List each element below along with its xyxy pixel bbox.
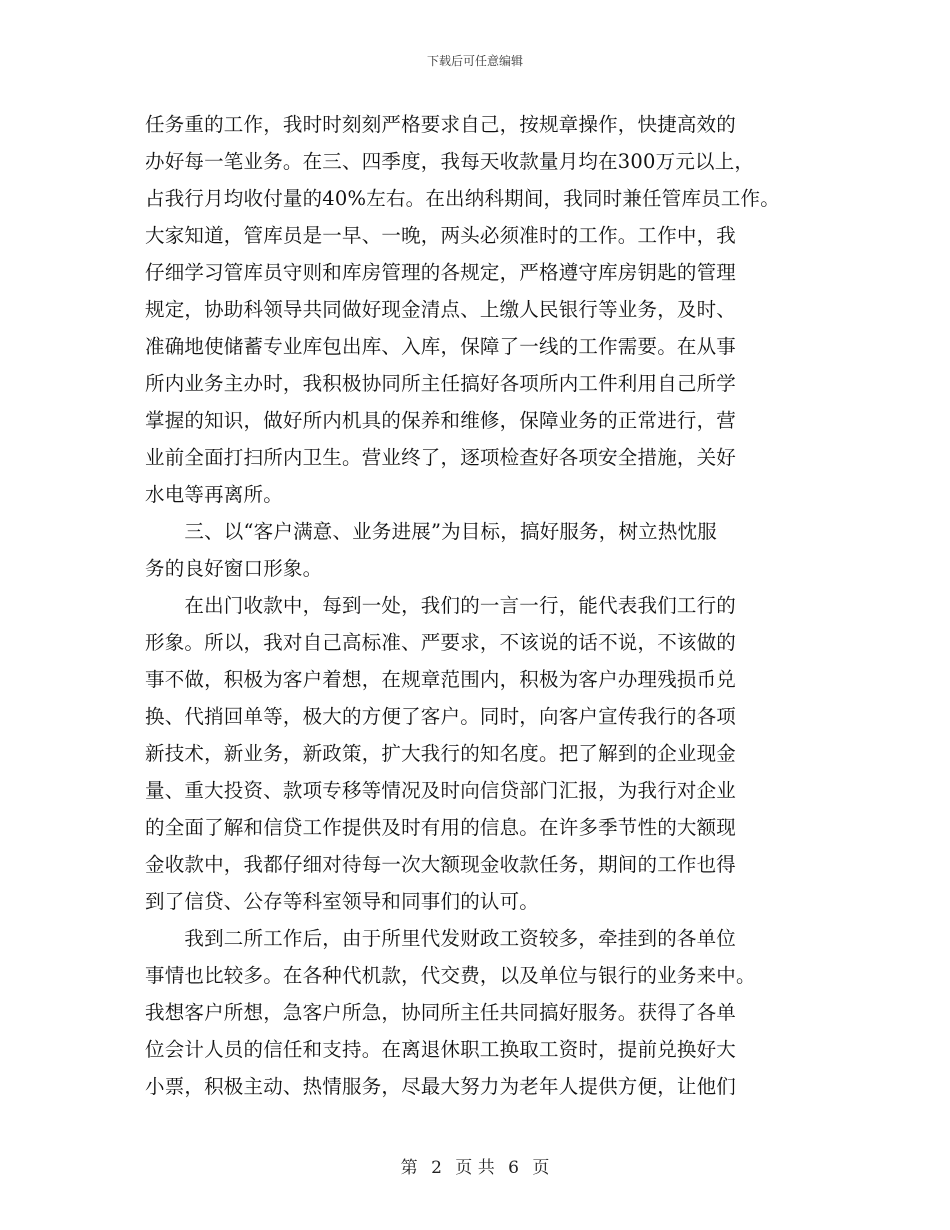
footer-prefix: 第 [400, 1158, 418, 1178]
text-line: 小票，积极主动、热情服务，尽最大努力为老年人提供方便，让他们 [145, 1075, 737, 1098]
text-line: 仔细学习管库员守则和库房管理的各规定，严格遵守库房钥匙的管理 [145, 261, 737, 284]
text-line: 金收款中，我都仔细对待每一次大额现金收款任务，期间的工作也得 [145, 853, 737, 876]
text-line: 的全面了解和信贷工作提供及时有用的信息。在许多季节性的大额现 [145, 816, 737, 839]
text-line: 占我行月均收付量的40%左右。在出纳科期间，我同时兼任管库员工作。 [145, 187, 780, 210]
text-line: 掌握的知识，做好所内机具的保养和维修，保障业务的正常进行，营 [145, 409, 737, 432]
document-body [145, 106, 805, 1105]
text-line: 换、代捎回单等，极大的方便了客户。同时，向客户宣传我行的各项 [145, 705, 737, 728]
text-line: 准确地使储蓄专业库包出库、入库，保障了一线的工作需要。在从事 [145, 335, 737, 358]
text-line: 新技术，新业务，新政策，扩大我行的知名度。把了解到的企业现金 [145, 742, 737, 765]
total-page-count: 6 [508, 1158, 519, 1178]
text-line: 办好每一笔业务。在三、四季度，我每天收款量月均在300万元以上， [145, 150, 755, 173]
text-line: 我到二所工作后，由于所里代发财政工资较多，牵挂到的各单位 [145, 927, 737, 950]
text-line: 任务重的工作，我时时刻刻严格要求自己，按规章操作，快捷高效的 [145, 113, 737, 136]
section-heading-line: 务的良好窗口形象。 [145, 557, 323, 580]
text-line: 大家知道，管库员是一早、一晚，两头必须准时的工作。工作中，我 [145, 224, 737, 247]
text-line: 所内业务主办时，我积极协同所主任搞好各项所内工件利用自己所学 [145, 372, 737, 395]
current-page-number: 2 [431, 1158, 442, 1178]
text-line: 位会计人员的信任和支持。在离退休职工换取工资时，提前兑换好大 [145, 1038, 737, 1061]
text-line: 规定，协助科领导共同做好现金清点、上缴人民银行等业务，及时、 [145, 298, 737, 321]
text-line: 事情也比较多。在各种代机款，代交费，以及单位与银行的业务来中。 [145, 964, 756, 987]
text-line: 水电等再离所。 [145, 483, 283, 506]
text-line: 我想客户所想，急客户所急，协同所主任共同搞好服务。获得了各单 [145, 1001, 737, 1024]
page-footer [0, 1153, 950, 1178]
text-line: 量、重大投资、款项专移等情况及时向信贷部门汇报，为我行对企业 [145, 779, 737, 802]
section-heading-line: 三、以“客户满意、业务进展”为目标，搞好服务，树立热忱服 [145, 520, 717, 543]
text-line: 事不做，积极为客户着想，在规章范围内，积极为客户办理残损币兑 [145, 668, 737, 691]
page-header: 下载后可任意编辑 [426, 54, 523, 68]
text-line: 到了信贷、公存等科室领导和同事们的认可。 [145, 890, 540, 913]
text-line: 业前全面打扫所内卫生。营业终了，逐项检查好各项安全措施，关好 [145, 446, 737, 469]
text-line: 在出门收款中，每到一处，我们的一言一行，能代表我们工行的 [145, 594, 737, 617]
footer-suffix: 页 [532, 1158, 550, 1178]
footer-middle: 页 共 [455, 1158, 495, 1178]
text-line: 形象。所以，我对自己高标准、严要求，不该说的话不说，不该做的 [145, 631, 737, 654]
